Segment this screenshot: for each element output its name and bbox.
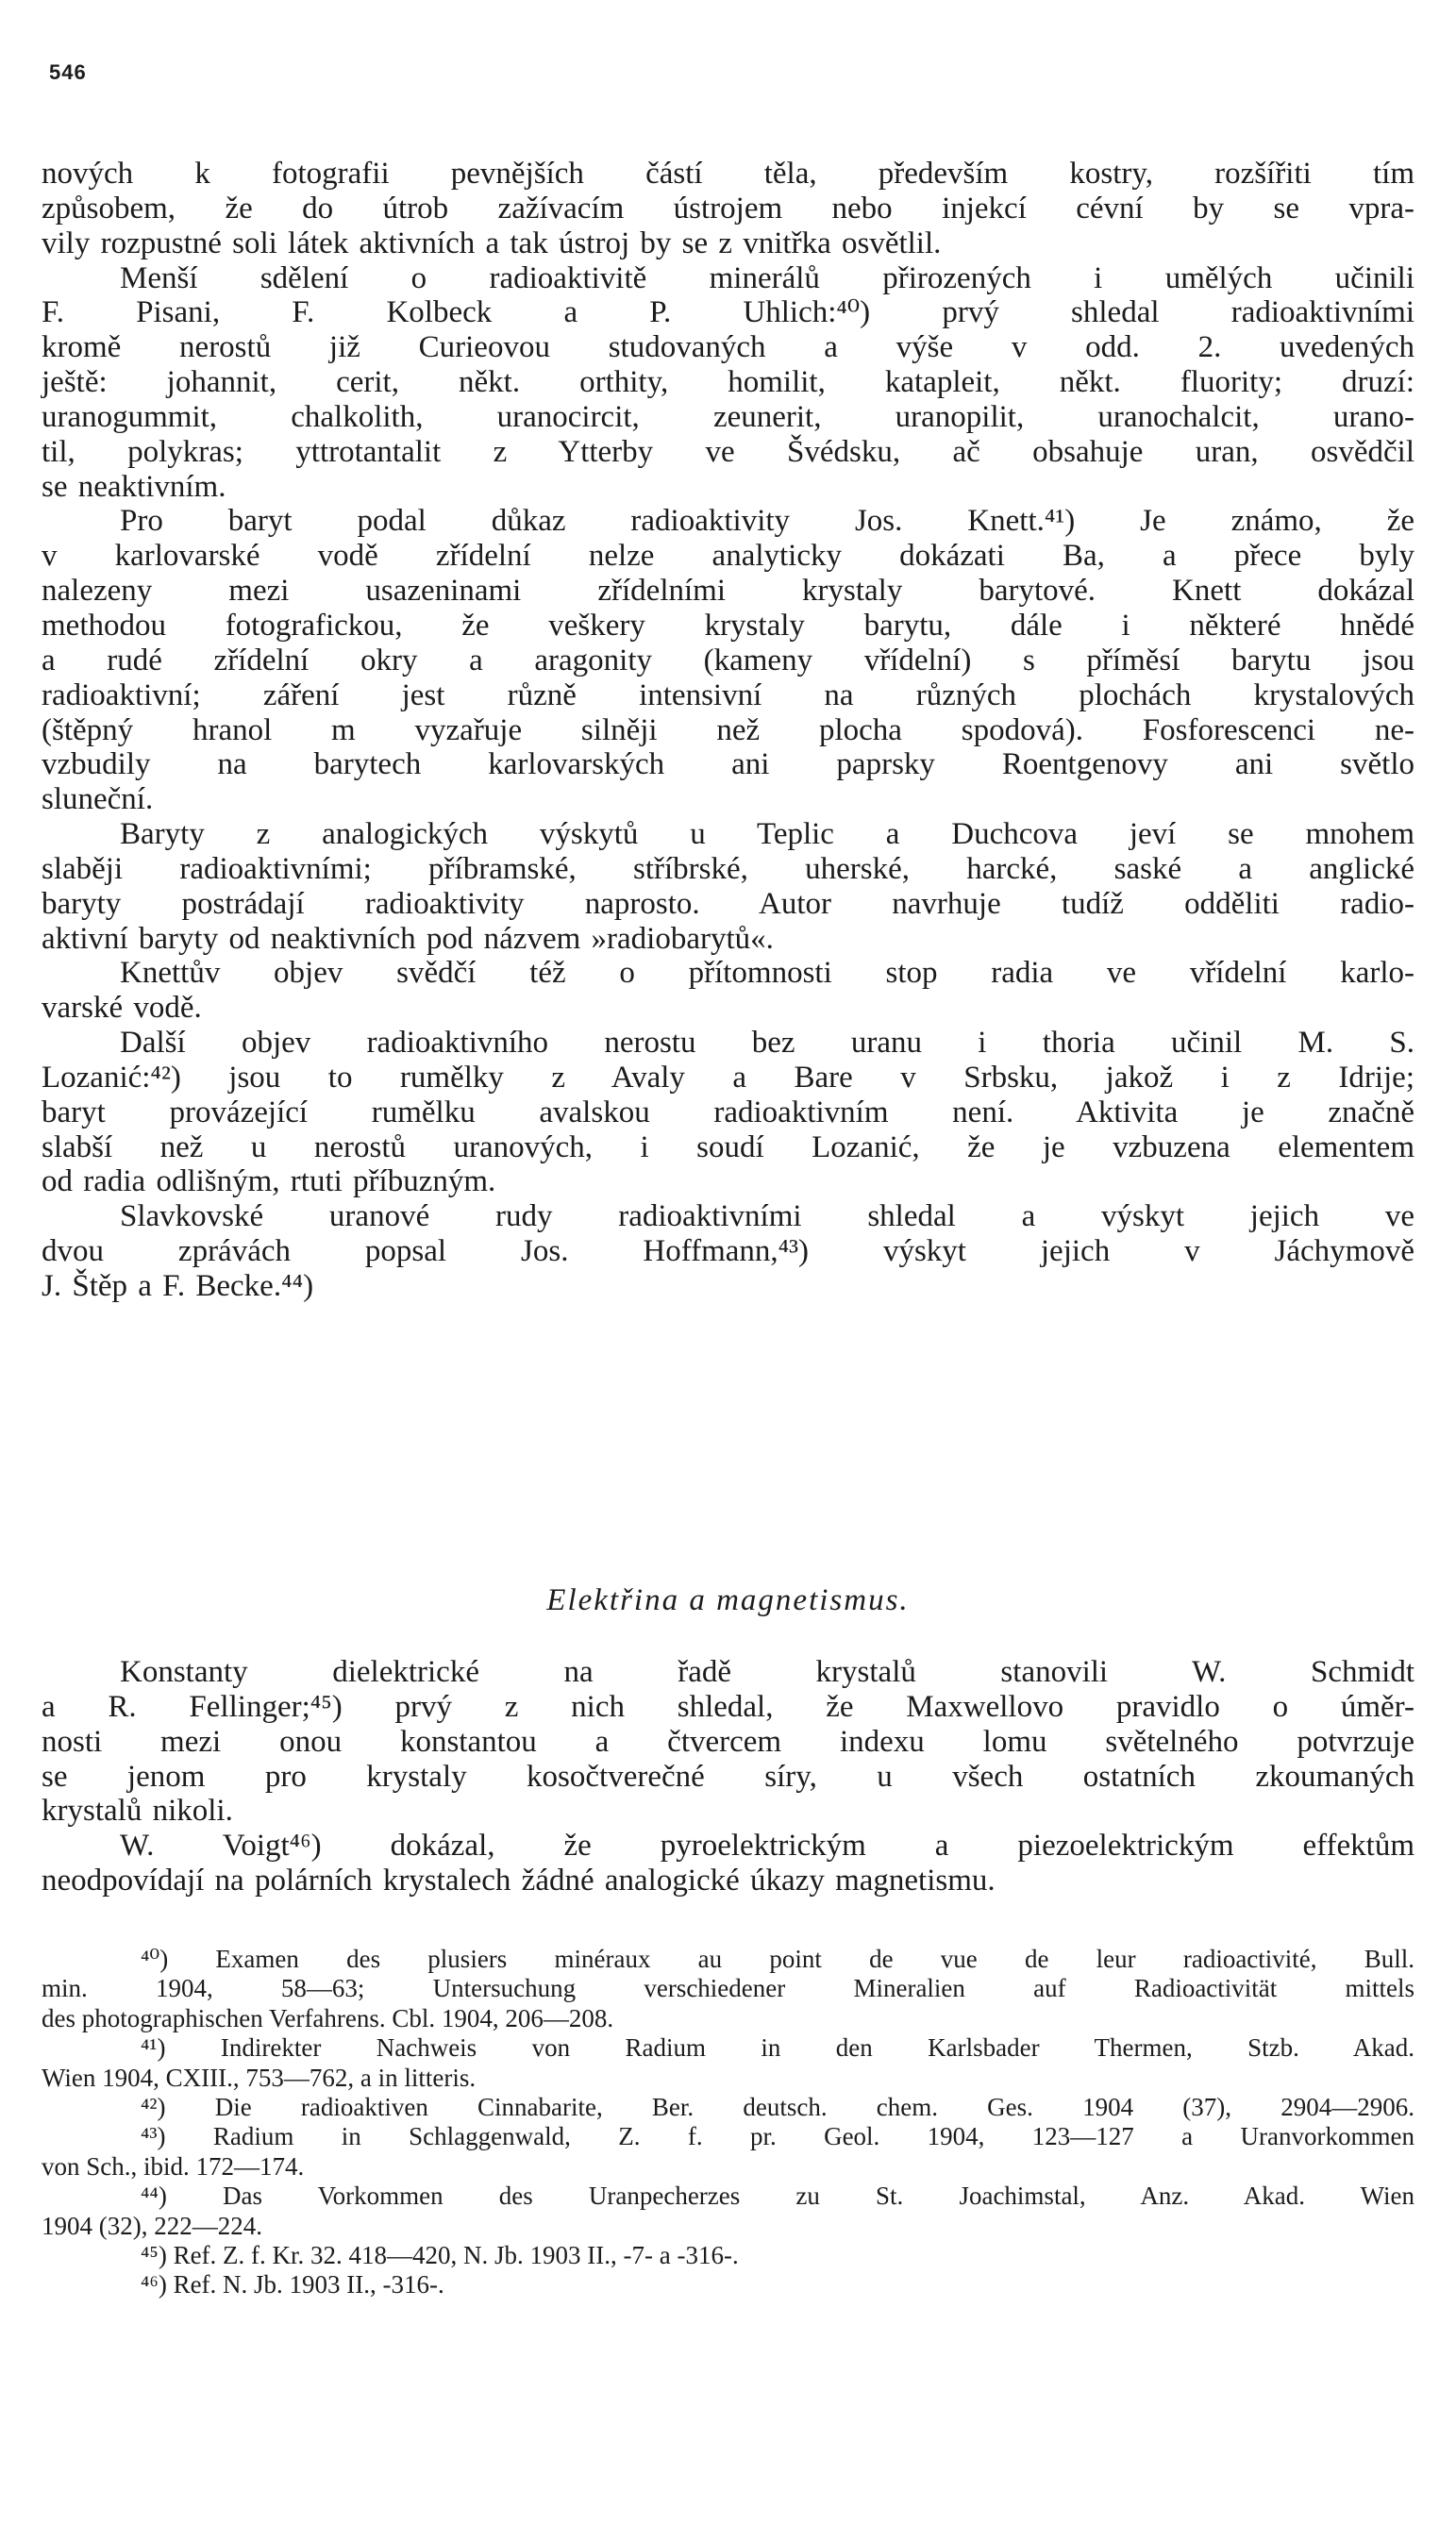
text-line: baryt provázející rumělku avalskou radioaktivním není. Aktivita je značně — [42, 1095, 1414, 1129]
text-line: Pro baryt podal důkaz radioaktivity Jos. Knett.⁴¹) Je známo, že — [120, 504, 1414, 539]
text-line: methodou fotografickou, že veškery krystaly barytu, dále i některé hnědé — [42, 608, 1414, 643]
text-line: Knettův objev svědčí též o přítomnosti stop radia ve vřídelní karlo- — [120, 956, 1414, 991]
text-line: uranogummit, chalkolith, uranocircit, zeunerit, uranopilit, uranochalcit, urano- — [42, 399, 1414, 434]
text-line: baryty postrádají radioaktivity naprosto. Autor navrhuje tudíž odděliti radio- — [42, 886, 1414, 921]
text-line: Další objev radioaktivního nerostu bez uranu i thoria učinil M. S. — [120, 1026, 1414, 1061]
text-line: ještě: johannit, cerit, někt. orthity, homilit, katapleit, někt. fluority; druzí: — [42, 365, 1414, 400]
footnote-line: ⁴¹) Indirekter Nachweis von Radium in den Karlsbader Thermen, Stzb. Akad. — [141, 2033, 1414, 2063]
footnote-line: ⁴⁴) Das Vorkommen des Uranpecherzes zu St. Joachimstal, Anz. Akad. Wien — [141, 2182, 1414, 2211]
footnote-line: des photographischen Verfahrens. Cbl. 1904, 206—208. — [42, 2003, 614, 2032]
text-line: Baryty z analogických výskytů u Teplic a Duchcova jeví se mnohem — [120, 817, 1414, 852]
page-number: 546 — [49, 60, 87, 84]
text-line: způsobem, že do útrob zažívacím ústrojem nebo injekcí cévní by se vpra- — [42, 191, 1414, 226]
text-line: W. Voigt⁴⁶) dokázal, že pyroelektrickým a piezoelektrickým effektům — [120, 1829, 1414, 1864]
text-line: Lozanić:⁴²) jsou to rumělky z Avaly a Bare v Srbsku, jakož i z Idrije; — [42, 1060, 1414, 1095]
text-line: nalezeny mezi usazeninami zřídelními krystaly barytové. Knett dokázal — [42, 574, 1414, 609]
text-line: nových k fotografii pevnějších částí těla, především kostry, rozšířiti tím — [42, 157, 1414, 191]
footnote-line: ⁴²) Die radioaktiven Cinnabarite, Ber. deutsch. chem. Ges. 1904 (37), 2904—2906. — [141, 2092, 1414, 2121]
text-line: F. Pisani, F. Kolbeck a P. Uhlich:⁴⁰) prvý shledal radioaktivními — [42, 295, 1414, 330]
text-line: Slavkovské uranové rudy radioaktivními shledal a výskyt jejich ve — [120, 1199, 1414, 1234]
text-line: slaběji radioaktivními; příbramské, stříbrské, uherské, harcké, saské a anglické — [42, 851, 1414, 886]
text-line: nosti mezi onou konstantou a čtvercem indexu lomu světelného potvrzuje — [42, 1724, 1414, 1759]
text-line: neodpovídají na polárních krystalech žádné analogické úkazy magnetismu. — [42, 1864, 996, 1898]
text-line: radioaktivní; záření jest různě intensivní na různých plochách krystalových — [42, 677, 1414, 712]
text-line: kromě nerostů již Curieovou studovaných a výše v odd. 2. uvedených — [42, 330, 1414, 365]
text-line: vily rozpustné soli látek aktivních a tak ústroj by se z vnitřka osvětlil. — [42, 226, 942, 260]
footnote-line: ⁴⁶) Ref. N. Jb. 1903 II., -316-. — [141, 2270, 444, 2299]
text-line: Menší sdělení o radioaktivitě minerálů přirozených i umělých učinili — [120, 260, 1414, 295]
text-line: (štěpný hranol m vyzařuje silněji než plocha spodová). Fosforescenci ne- — [42, 712, 1414, 747]
text-line: aktivní baryty od neaktivních pod názvem »radiobarytů«. — [42, 921, 774, 956]
footnote-line: ⁴³) Radium in Schlaggenwald, Z. f. pr. Geol. 1904, 123—127 a Uranvorkommen — [141, 2122, 1414, 2151]
footnote-line: ⁴⁰) Examen des plusiers minéraux au point de vue de leur radioactivité, Bull. — [141, 1945, 1414, 1973]
footnotes — [42, 1945, 1414, 2300]
text-line: til, polykras; yttrotantalit z Ytterby ve Švédsku, ač obsahuje uran, osvědčil — [42, 434, 1414, 469]
text-line: a R. Fellinger;⁴⁵) prvý z nich shledal, že Maxwellovo pravidlo o úměr- — [42, 1689, 1414, 1724]
text-line: slabší než u nerostů uranových, i soudí Lozanić, že je vzbuzena elementem — [42, 1129, 1414, 1164]
footnote-line: von Sch., ibid. 172—174. — [42, 2151, 305, 2181]
body-text-continued — [42, 1655, 1414, 1898]
text-line: se neaktivním. — [42, 469, 226, 504]
section-heading: Elektřina a magnetismus. — [546, 1583, 910, 1617]
text-line: dvou zprávách popsal Jos. Hoffmann,⁴³) výskyt jejich v Jáchymově — [42, 1234, 1414, 1269]
footnote-line: ⁴⁵) Ref. Z. f. Kr. 32. 418—420, N. Jb. 1903 II., -7- a -316-. — [141, 2240, 739, 2269]
text-line: se jenom pro krystaly kosočtverečné síry, u všech ostatních zkoumaných — [42, 1759, 1414, 1794]
footnote-line: 1904 (32), 222—224. — [42, 2211, 262, 2240]
text-line: od radia odlišným, rtuti příbuzným. — [42, 1164, 496, 1199]
body-text — [42, 157, 1414, 1304]
text-line: Konstanty dielektrické na řadě krystalů stanovili W. Schmidt — [120, 1655, 1414, 1689]
text-line: a rudé zřídelní okry a aragonity (kameny vřídelní) s příměsí barytu jsou — [42, 643, 1414, 677]
text-line: sluneční. — [42, 782, 154, 817]
footnote-line: min. 1904, 58—63; Untersuchung verschiedener Mineralien auf Radioactivität mittels — [42, 1974, 1414, 2003]
text-line: varské vodě. — [42, 991, 202, 1026]
footnote-line: Wien 1904, CXIII., 753—762, a in litteris. — [42, 2063, 477, 2092]
text-line: vzbudily na barytech karlovarských ani paprsky Roentgenovy ani světlo — [42, 747, 1414, 782]
text-line: krystalů nikoli. — [42, 1794, 233, 1829]
text-line: v karlovarské vodě zřídelní nelze analyticky dokázati Ba, a přece byly — [42, 539, 1414, 574]
text-line: J. Štěp a F. Becke.⁴⁴) — [42, 1269, 314, 1303]
